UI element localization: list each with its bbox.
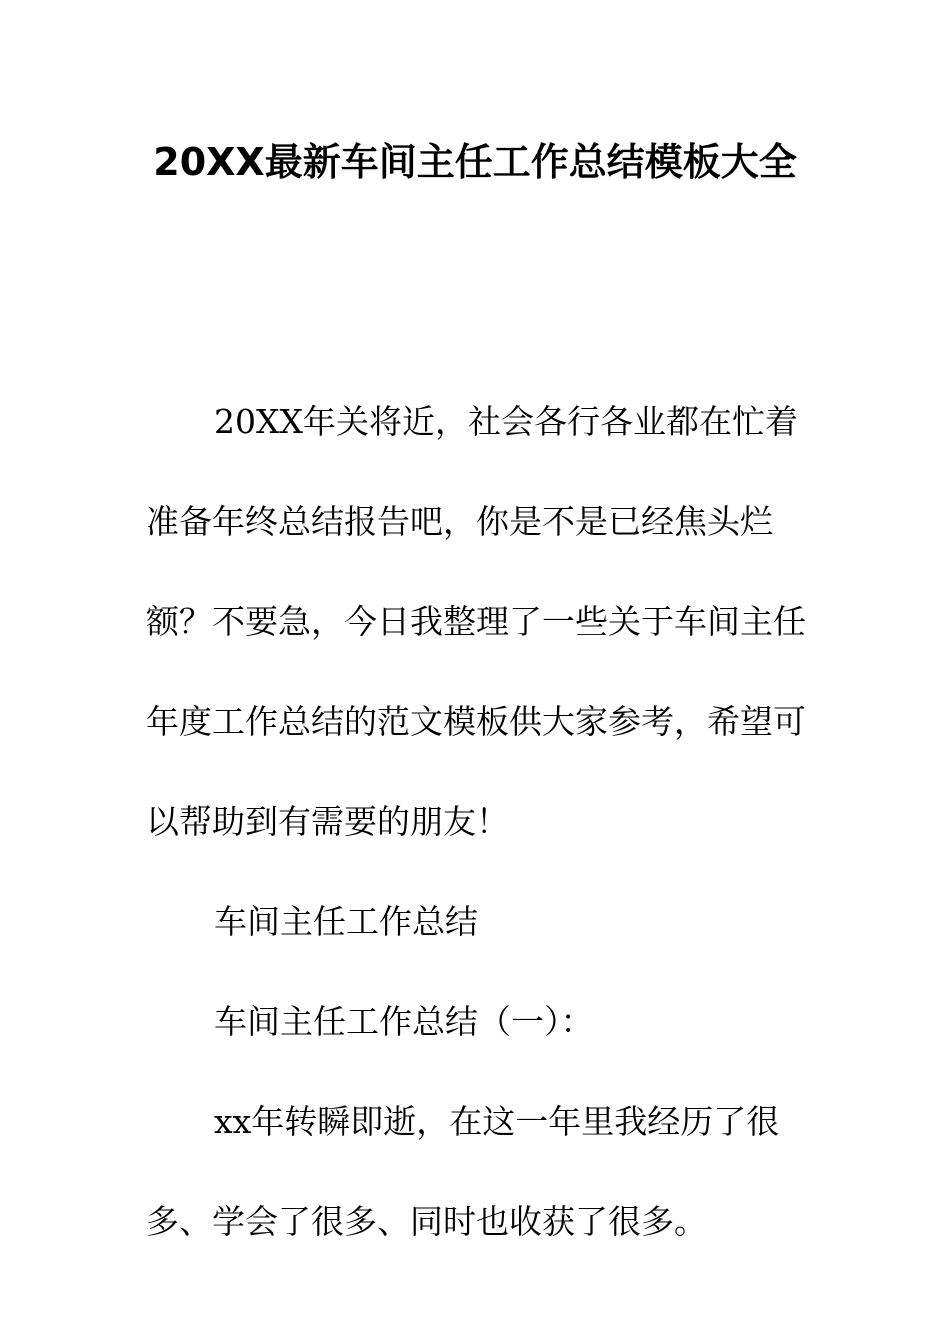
intro-paragraph: 20XX年关将近，社会各行各业都在忙着准备年终总结报告吧，你是不是已经焦头烂额？不要急，今日我整理了一些关于车间主任年度工作总结的范文模板供大家参考，希望可以帮助到有需要的朋友！ (146, 402, 806, 841)
document-title: 20XX最新车间主任工作总结模板大全 (153, 140, 797, 184)
section-heading: 车间主任工作总结 (214, 902, 478, 941)
body-paragraph: xx年转瞬即逝，在这一年里我经历了很多、学会了很多、同时也收获了很多。 (146, 1102, 780, 1241)
document-body (146, 372, 806, 1272)
subsection-heading: 车间主任工作总结（一）： (214, 1002, 594, 1041)
